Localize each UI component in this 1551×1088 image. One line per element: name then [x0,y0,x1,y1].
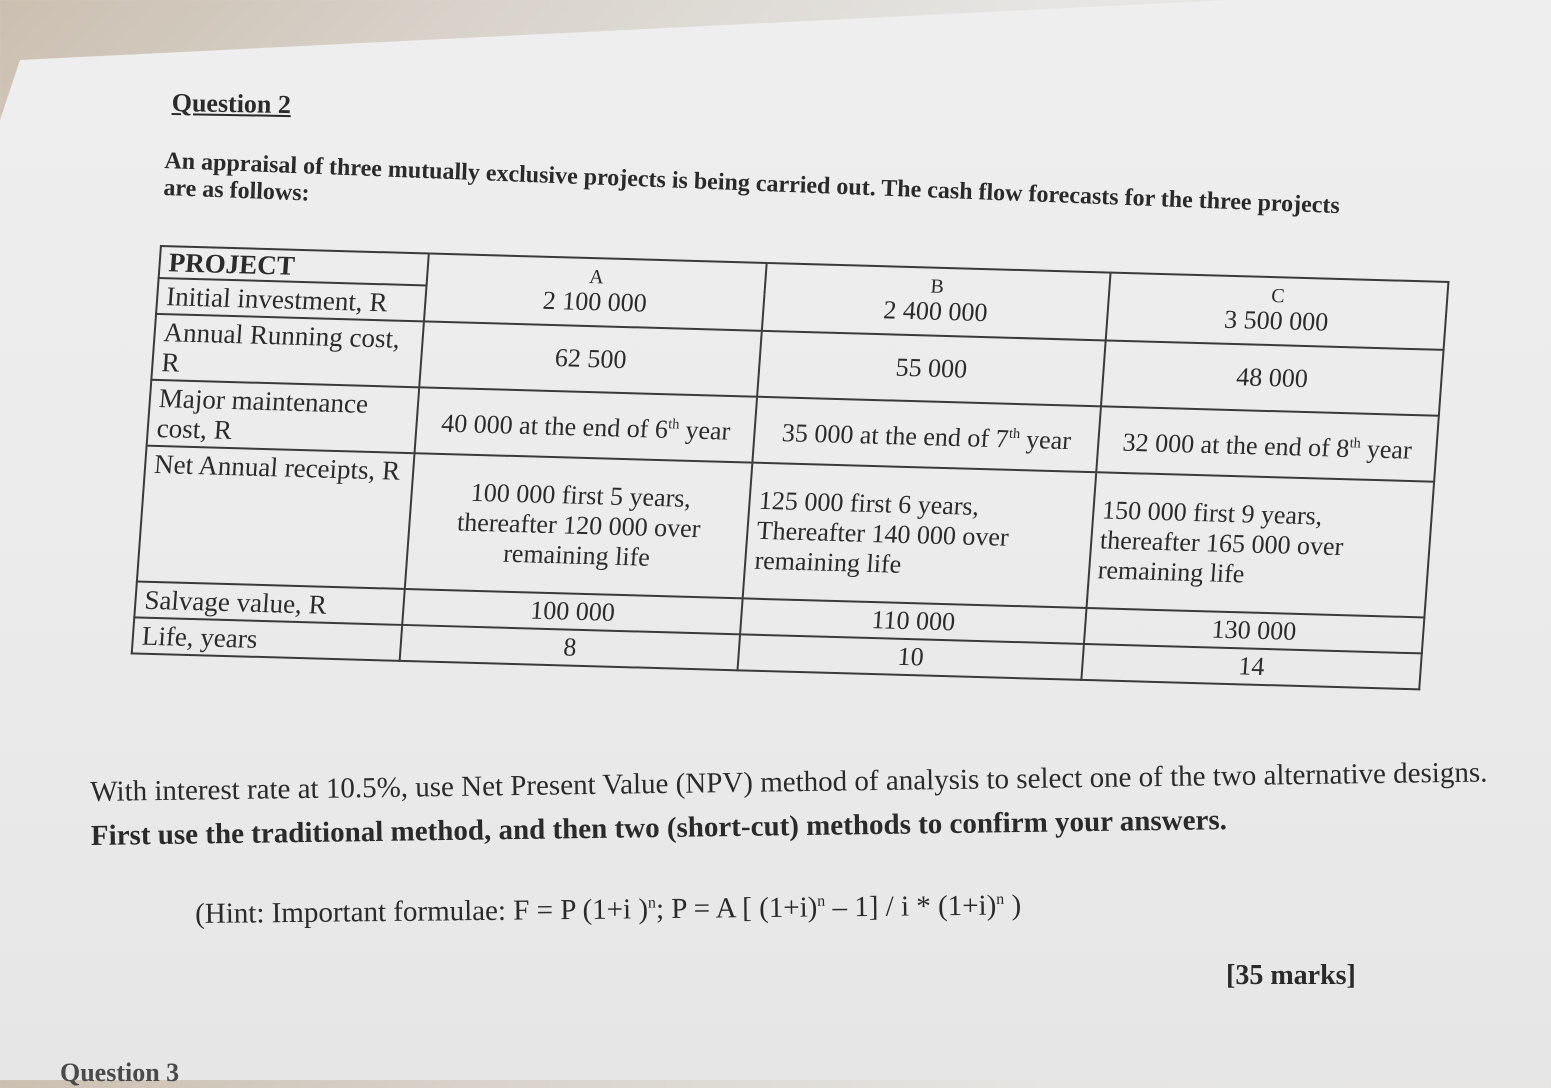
cell-sup: th [1008,425,1021,443]
table-cell: 8 [400,625,741,670]
row-label: Net Annual receipts, R [137,446,415,589]
intro-paragraph: An appraisal of three mutually exclusive projects is being carried out. The cash flow forecasts for the three projects are as follows: [162,148,1341,220]
project-b-label: B [929,275,945,298]
hint-prefix: (Hint: Important formulae: F = P (1+i ) [195,893,649,930]
table-cell: 62 500 [419,321,762,396]
cell-text: year [678,415,732,446]
cell-text: year [1359,434,1413,465]
table-cell: 100 000 [402,589,743,634]
row-label: Annual Running cost, R [151,314,424,387]
hint-formulae [195,889,1021,931]
table-cell: 2 100 000 [541,285,648,318]
cell-sup: th [667,416,680,433]
table-cell: 48 000 [1101,340,1444,415]
hint-mid2: – 1] / i * (1+i) [825,889,997,924]
table-cell: 14 [1081,644,1422,689]
hint-suffix: ) [1004,889,1022,922]
project-header-cell: PROJECT [159,246,429,285]
cell-text: 35 000 at the end of 7 [780,418,1010,454]
cell-text: 32 000 at the end of 8 [1121,427,1351,464]
table-cell: 100 000 first 5 years, thereafter 120 000 over remaining life [405,453,753,598]
marks-label: [35 marks] [1226,960,1356,991]
row-label: Major maintenance cost, R [147,380,420,453]
hint-mid: ; P = A [ (1+i) [655,891,818,926]
table-cell: 55 000 [757,331,1105,406]
next-question-heading: Question 3 [60,1058,180,1087]
table-cell [753,397,1101,472]
cash-flow-table [131,245,1450,690]
project-c-label: C [1270,285,1286,308]
hint-sup: n [996,890,1005,908]
hint-sup: n [817,892,826,910]
task-text: With interest rate at 10.5%, use Net Present Value (NPV) method of analysis to select one of the two alternative designs. [90,756,1488,808]
table-cell [1096,406,1439,481]
table-cell: 10 [738,634,1084,680]
table-cell: 2 400 000 [882,295,989,328]
task-paragraph [90,750,1491,858]
cash-flow-table-wrapper [131,245,1450,690]
table-cell: 3 500 000 [1223,304,1330,337]
row-label: Salvage value, R [134,581,404,624]
table-cell: 110 000 [740,598,1086,644]
table-cell: 125 000 first 6 years, Thereafter 140 000 over remaining life [743,463,1096,608]
table-cell [415,387,758,462]
project-a-initial-cell [424,254,767,331]
row-label: Life, years [132,617,402,660]
project-c-initial-cell [1105,273,1448,350]
hint-sup: n [647,894,657,912]
cell-sup: th [1349,435,1362,452]
project-b-initial-cell [762,263,1110,340]
question-heading: Question 2 [171,88,292,120]
cell-text: year [1018,424,1073,456]
row-label: Initial investment, R [156,278,426,321]
cell-text: 40 000 at the end of 6 [440,408,669,445]
table-cell: 150 000 first 9 years, thereafter 165 000 over remaining life [1086,472,1434,617]
task-bold-text: First use the traditional method, and then two (short-cut) methods to confirm your answers. [90,804,1228,852]
table-cell: 130 000 [1084,608,1425,653]
project-a-label: A [588,266,605,289]
